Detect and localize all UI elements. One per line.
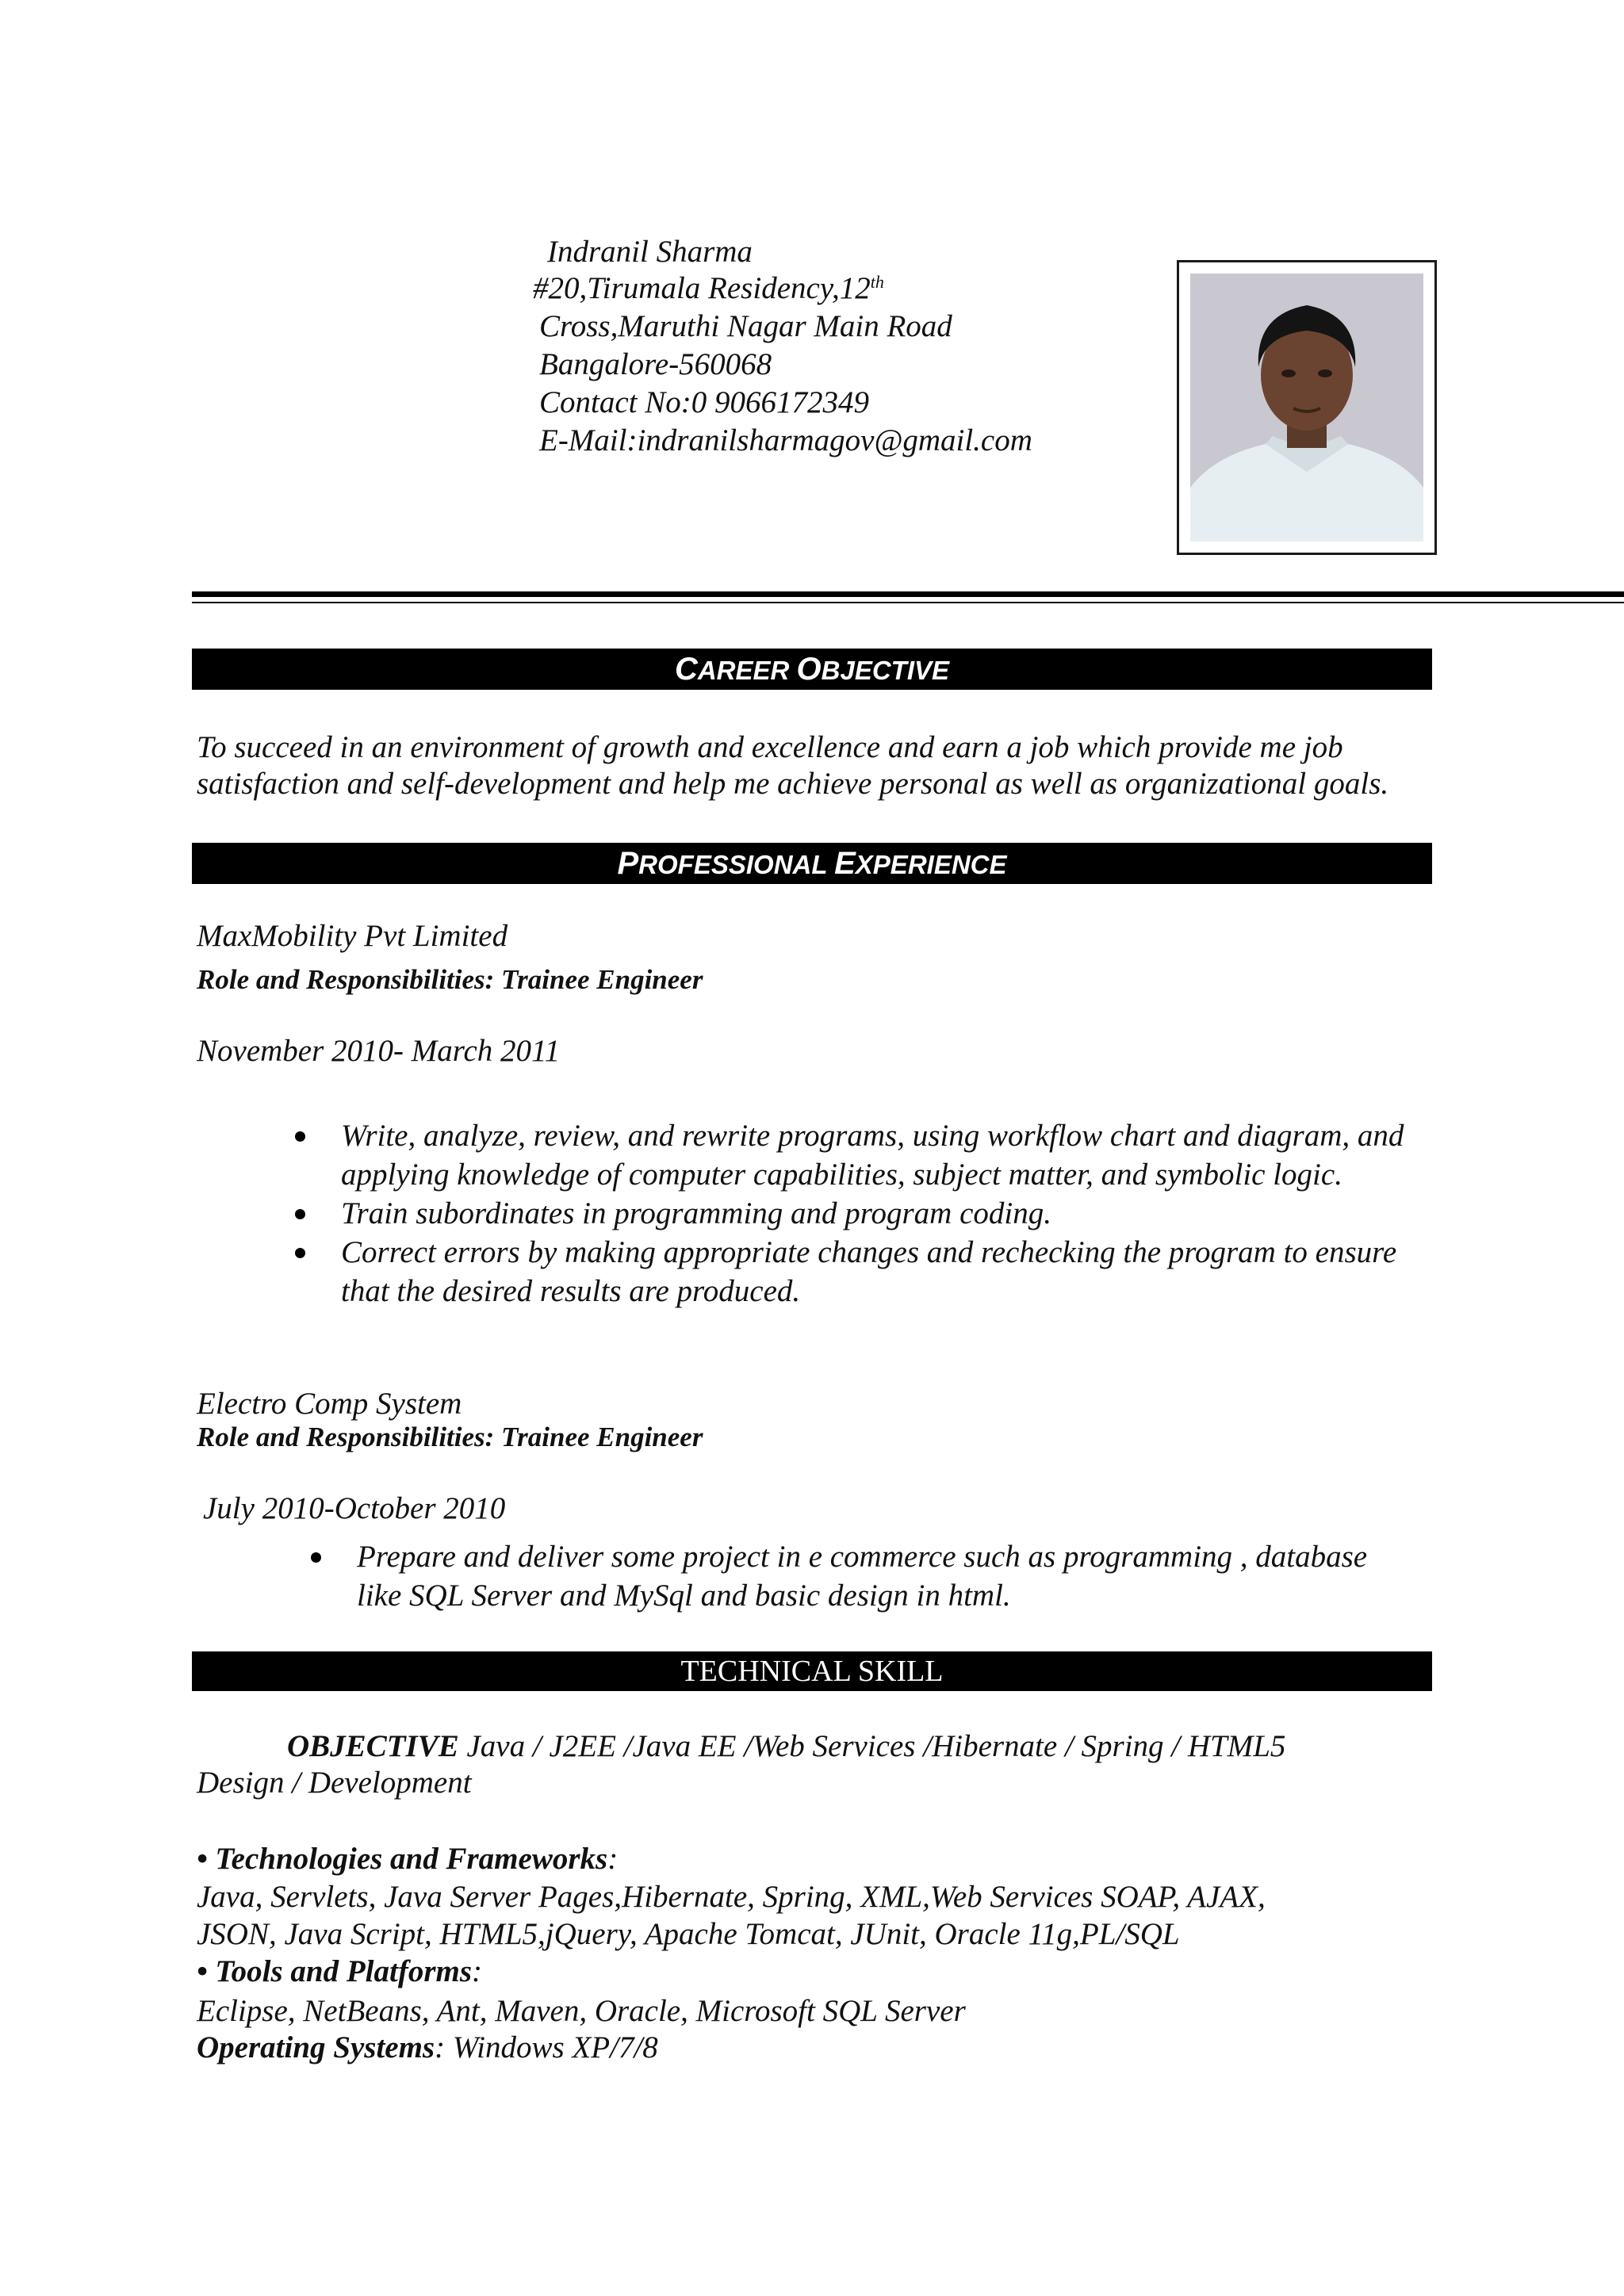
bullet-icon (295, 1209, 305, 1219)
job-period: November 2010- March 2011 (197, 1034, 561, 1068)
header-rule-thick (192, 591, 1624, 597)
operating-systems-label: Operating Systems (197, 2030, 435, 2064)
career-objective-heading (192, 649, 1432, 690)
duty-text: Correct errors by making appropriate changes and rechecking the program to ensure that the desired results are produced. (341, 1235, 1397, 1308)
tools-platforms-line: Eclipse, NetBeans, Ant, Maven, Oracle, Microsoft SQL Server (197, 1994, 966, 2028)
heading-cap: P (617, 846, 639, 881)
bullet-icon (295, 1248, 305, 1258)
duty-text: Write, analyze, review, and rewrite programs, using workflow chart and diagram, and applying knowledge of computer capabilities, subject matter, and symbolic logic. (341, 1119, 1404, 1192)
professional-experience-title (617, 843, 1006, 886)
job-duties-list (341, 1116, 1435, 1311)
address-line-2: Cross,Maruthi Nagar Main Road (539, 309, 952, 343)
profile-photo (1177, 260, 1437, 555)
tech-frameworks-heading (197, 1841, 618, 1877)
list-item (357, 1537, 1388, 1615)
technical-skill-title: TECHNICAL SKILL (680, 1655, 944, 1688)
job-role: Role and Responsibilities: Trainee Engineer (197, 1422, 703, 1452)
duty-text: Prepare and deliver some project in e commerce such as programming , database like SQL Server and MySql and basic design in html. (357, 1540, 1368, 1613)
skill-objective-line-2: Design / Development (197, 1766, 472, 1800)
profile-photo-image (1190, 274, 1423, 541)
applicant-name: Indranil Sharma (547, 235, 753, 269)
tools-platforms-colon: : (472, 1954, 483, 1988)
skill-objective-label: OBJECTIVE (287, 1729, 459, 1763)
heading-rest: AREER (697, 656, 797, 685)
tools-platforms-label: • Tools and Platforms (197, 1954, 473, 1988)
job-role: Role and Responsibilities: Trainee Engineer (197, 964, 703, 995)
header-rule-thin (192, 602, 1624, 603)
list-item (341, 1116, 1435, 1194)
job-company: MaxMobility Pvt Limited (197, 919, 508, 953)
bullet-icon (311, 1552, 321, 1563)
tech-frameworks-line-1: Java, Servlets, Java Server Pages,Hibernate, Spring, XML,Web Services SOAP, AJAX, (197, 1880, 1266, 1914)
address-line-1-sup: th (870, 272, 884, 292)
list-item (341, 1233, 1435, 1311)
operating-systems-text: : Windows XP/7/8 (435, 2030, 658, 2064)
tools-platforms-heading (197, 1954, 482, 1990)
heading-cap: C (674, 652, 698, 687)
address-city: Bangalore-560068 (539, 347, 772, 381)
job-company: Electro Comp System (197, 1387, 462, 1421)
address-line-1 (533, 270, 884, 308)
operating-systems-line (197, 2030, 658, 2066)
job-duties-list (357, 1537, 1388, 1615)
career-objective-text: To succeed in an environment of growth and excellence and earn a job which provide me job satisfaction and self-development and help me achieve personal as well as organizational goals. (197, 730, 1389, 801)
tech-frameworks-line-2: JSON, Java Script, HTML5,jQuery, Apache Tomcat, JUnit, Oracle 11g,PL/SQL (197, 1917, 1180, 1951)
address-line-1-text: #20,Tirumala Residency,12 (533, 271, 871, 305)
tech-frameworks-colon: : (607, 1842, 619, 1876)
heading-rest: XPERIENCE (855, 850, 1007, 879)
contact-phone: Contact No:0 9066172349 (539, 385, 869, 419)
heading-rest: BJECTIVE (821, 656, 950, 685)
job-period: July 2010-October 2010 (203, 1491, 506, 1525)
skill-objective-line (287, 1728, 1285, 1765)
duty-text: Train subordinates in programming and program coding. (341, 1196, 1051, 1230)
career-objective-title (675, 649, 949, 691)
heading-cap: E (834, 846, 856, 881)
list-item (341, 1194, 1435, 1233)
bullet-icon (295, 1131, 305, 1142)
skill-objective-text: Java / J2EE /Java EE /Web Services /Hibernate / Spring / HTML5 (458, 1729, 1286, 1763)
professional-experience-heading (192, 843, 1432, 884)
heading-cap: O (796, 652, 822, 687)
heading-rest: ROFESSIONAL (638, 850, 835, 879)
technical-skill-heading (192, 1651, 1432, 1691)
contact-email: E-Mail:indranilsharmagov@gmail.com (539, 423, 1032, 457)
tech-frameworks-label: • Technologies and Frameworks (197, 1842, 608, 1876)
